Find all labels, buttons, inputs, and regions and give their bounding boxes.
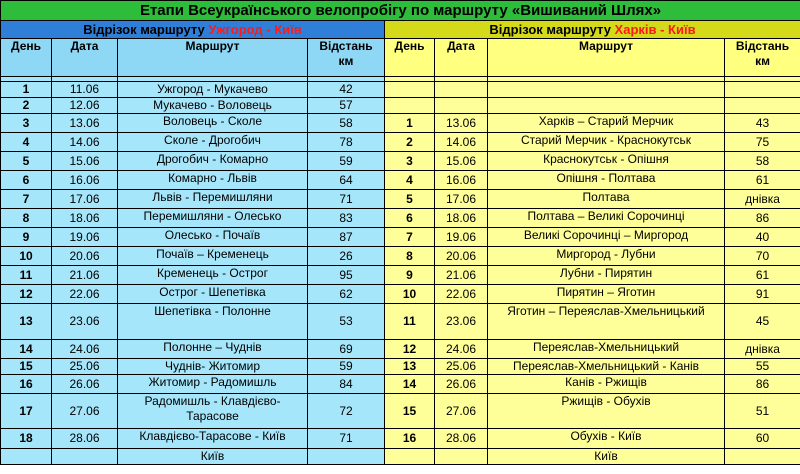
left-date-cell: 25.06 [52, 359, 118, 375]
right-caption-prefix: Відрізок маршруту [489, 22, 615, 37]
left-route-cell: Перемишляни - Олесько [118, 209, 308, 228]
right-header-distance-line2: км [755, 54, 770, 68]
left-distance-cell: 95 [308, 266, 385, 285]
page-title: Етапи Всеукраїнського велопробігу по маршруту «Вишиваний Шлях» [1, 1, 800, 21]
right-distance-cell: 40 [725, 228, 800, 247]
left-day-cell: 8 [1, 209, 52, 228]
right-date-cell [435, 98, 488, 114]
left-day-cell: 3 [1, 114, 52, 133]
empty-cell [1, 449, 52, 465]
left-header-distance-line2: км [338, 54, 354, 68]
right-footer-city: Київ [488, 449, 725, 465]
right-route-cell [488, 82, 725, 98]
right-distance-cell: 61 [725, 266, 800, 285]
left-date-cell: 22.06 [52, 285, 118, 304]
table-row [1, 429, 800, 449]
table-row [1, 247, 800, 266]
right-header-distance [725, 39, 800, 77]
right-route-cell: Переяслав-Хмельницький [488, 340, 725, 359]
left-route-cell: Почаїв – Кременець [118, 247, 308, 266]
left-day-cell: 12 [1, 285, 52, 304]
empty-cell [385, 449, 435, 465]
left-date-cell: 16.06 [52, 171, 118, 190]
right-distance-cell: 60 [725, 429, 800, 449]
right-header-route: Маршрут [488, 39, 725, 77]
right-date-cell: 20.06 [435, 247, 488, 266]
right-day-cell: 9 [385, 266, 435, 285]
right-day-cell: 7 [385, 228, 435, 247]
left-route-cell: Шепетівка - Полонне [118, 304, 308, 340]
right-route-cell: Краснокутськ - Опішня [488, 152, 725, 171]
left-date-cell: 24.06 [52, 340, 118, 359]
right-day-cell: 15 [385, 394, 435, 429]
left-date-cell: 13.06 [52, 114, 118, 133]
left-route-cell: Полонне – Чуднів [118, 340, 308, 359]
left-distance-cell: 78 [308, 133, 385, 152]
left-date-cell: 11.06 [52, 82, 118, 98]
right-day-cell: 13 [385, 359, 435, 375]
table-row [1, 285, 800, 304]
left-distance-cell: 57 [308, 98, 385, 114]
left-day-cell: 11 [1, 266, 52, 285]
right-distance-cell: 91 [725, 285, 800, 304]
left-route-cell: Кременець - Острог [118, 266, 308, 285]
right-caption-route: Харків - Київ [614, 22, 696, 37]
left-route-cell: Олесько - Почаїв [118, 228, 308, 247]
right-distance-cell: днівка [725, 190, 800, 209]
right-date-cell: 25.06 [435, 359, 488, 375]
left-date-cell: 27.06 [52, 394, 118, 429]
right-route-cell [488, 98, 725, 114]
left-route-cell: Комарно - Львів [118, 171, 308, 190]
left-day-cell: 10 [1, 247, 52, 266]
right-day-cell: 5 [385, 190, 435, 209]
left-route-cell: Львів - Перемишляни [118, 190, 308, 209]
right-header-distance-line1: Відстань [735, 39, 790, 53]
right-route-cell: Полтава – Великі Сорочинці [488, 209, 725, 228]
right-date-cell: 23.06 [435, 304, 488, 340]
left-route-cell: Клавдієво-Тарасове - Київ [118, 429, 308, 449]
left-day-cell: 5 [1, 152, 52, 171]
right-day-cell: 16 [385, 429, 435, 449]
left-section-caption [1, 21, 385, 39]
left-caption-route: Ужгород - Київ [208, 22, 302, 37]
right-day-cell: 14 [385, 375, 435, 394]
left-caption-prefix: Відрізок маршруту [83, 22, 209, 37]
left-date-cell: 17.06 [52, 190, 118, 209]
right-route-cell: Обухів - Київ [488, 429, 725, 449]
right-day-cell [385, 98, 435, 114]
table-row [1, 266, 800, 285]
left-day-cell: 7 [1, 190, 52, 209]
right-date-cell: 16.06 [435, 171, 488, 190]
table-row [1, 171, 800, 190]
right-day-cell [385, 82, 435, 98]
left-distance-cell: 72 [308, 394, 385, 429]
left-route-cell: Житомир - Радомишль [118, 375, 308, 394]
right-date-cell: 14.06 [435, 133, 488, 152]
empty-cell [308, 449, 385, 465]
right-distance-cell: 86 [725, 375, 800, 394]
right-date-cell: 24.06 [435, 340, 488, 359]
right-distance-cell: 43 [725, 114, 800, 133]
right-header-day: День [385, 39, 435, 77]
right-distance-cell: 70 [725, 247, 800, 266]
left-distance-cell: 84 [308, 375, 385, 394]
left-header-day: День [1, 39, 52, 77]
left-date-cell: 15.06 [52, 152, 118, 171]
right-header-date: Дата [435, 39, 488, 77]
right-distance-cell: 86 [725, 209, 800, 228]
right-distance-cell: 75 [725, 133, 800, 152]
left-day-cell: 17 [1, 394, 52, 429]
right-date-cell: 27.06 [435, 394, 488, 429]
empty-cell [435, 449, 488, 465]
table-row [1, 209, 800, 228]
table-row [1, 82, 800, 98]
left-date-cell: 14.06 [52, 133, 118, 152]
left-route-cell: Острог - Шепетівка [118, 285, 308, 304]
left-day-cell: 6 [1, 171, 52, 190]
right-date-cell: 22.06 [435, 285, 488, 304]
right-route-cell: Переяслав-Хмельницький - Канів [488, 359, 725, 375]
empty-cell [725, 449, 800, 465]
table-row [1, 394, 800, 429]
table-row [1, 359, 800, 375]
table-row [1, 98, 800, 114]
left-distance-cell: 58 [308, 114, 385, 133]
left-date-cell: 28.06 [52, 429, 118, 449]
right-date-cell [435, 82, 488, 98]
right-route-cell: Яготин – Переяслав-Хмельницький [488, 304, 725, 340]
right-distance-cell: 51 [725, 394, 800, 429]
left-route-cell: Мукачево - Воловець [118, 98, 308, 114]
right-day-cell: 3 [385, 152, 435, 171]
right-route-cell: Старий Мерчик - Краснокутськ [488, 133, 725, 152]
right-distance-cell [725, 98, 800, 114]
right-distance-cell: 58 [725, 152, 800, 171]
right-date-cell: 17.06 [435, 190, 488, 209]
right-route-cell: Великі Сорочинці – Миргород [488, 228, 725, 247]
right-route-cell: Канів - Ржищів [488, 375, 725, 394]
table-row [1, 114, 800, 133]
right-route-cell: Ржищів - Обухів [488, 394, 725, 429]
right-date-cell: 18.06 [435, 209, 488, 228]
left-date-cell: 20.06 [52, 247, 118, 266]
left-distance-cell: 53 [308, 304, 385, 340]
left-date-cell: 12.06 [52, 98, 118, 114]
right-date-cell: 13.06 [435, 114, 488, 133]
left-distance-cell: 69 [308, 340, 385, 359]
left-header-distance-line1: Відстань [319, 39, 373, 53]
right-date-cell: 19.06 [435, 228, 488, 247]
right-day-cell: 8 [385, 247, 435, 266]
left-day-cell: 1 [1, 82, 52, 98]
left-distance-cell: 26 [308, 247, 385, 266]
left-distance-cell: 71 [308, 190, 385, 209]
right-day-cell: 6 [385, 209, 435, 228]
right-distance-cell [725, 82, 800, 98]
left-day-cell: 14 [1, 340, 52, 359]
right-distance-cell: 61 [725, 171, 800, 190]
left-distance-cell: 59 [308, 152, 385, 171]
right-route-cell: Лубни - Пирятин [488, 266, 725, 285]
left-distance-cell: 64 [308, 171, 385, 190]
right-date-cell: 28.06 [435, 429, 488, 449]
table-row [1, 340, 800, 359]
left-day-cell: 9 [1, 228, 52, 247]
right-day-cell: 11 [385, 304, 435, 340]
left-distance-cell: 42 [308, 82, 385, 98]
right-route-cell: Харків – Старий Мерчик [488, 114, 725, 133]
left-route-cell: Воловець - Сколе [118, 114, 308, 133]
left-day-cell: 16 [1, 375, 52, 394]
left-distance-cell: 71 [308, 429, 385, 449]
right-distance-cell: днівка [725, 340, 800, 359]
left-day-cell: 13 [1, 304, 52, 340]
left-date-cell: 23.06 [52, 304, 118, 340]
left-day-cell: 15 [1, 359, 52, 375]
left-date-cell: 26.06 [52, 375, 118, 394]
right-route-cell: Миргород - Лубни [488, 247, 725, 266]
right-date-cell: 26.06 [435, 375, 488, 394]
right-route-cell: Опішня - Полтава [488, 171, 725, 190]
right-day-cell: 2 [385, 133, 435, 152]
left-route-cell: Ужгород - Мукачево [118, 82, 308, 98]
table-row [1, 133, 800, 152]
left-route-cell: Дрогобич - Комарно [118, 152, 308, 171]
left-route-cell: Радомишль - Клавдієво-Тарасове [118, 394, 308, 429]
left-distance-cell: 83 [308, 209, 385, 228]
right-day-cell: 4 [385, 171, 435, 190]
left-date-cell: 21.06 [52, 266, 118, 285]
left-date-cell: 18.06 [52, 209, 118, 228]
left-day-cell: 2 [1, 98, 52, 114]
right-date-cell: 21.06 [435, 266, 488, 285]
table-row [1, 375, 800, 394]
header-row [1, 39, 800, 77]
left-day-cell: 4 [1, 133, 52, 152]
table-row [1, 228, 800, 247]
right-section-caption [385, 21, 800, 39]
left-distance-cell: 87 [308, 228, 385, 247]
right-day-cell: 10 [385, 285, 435, 304]
right-distance-cell: 55 [725, 359, 800, 375]
right-route-cell: Полтава [488, 190, 725, 209]
table-row [1, 190, 800, 209]
right-day-cell: 1 [385, 114, 435, 133]
table-row [1, 304, 800, 340]
left-header-distance [308, 39, 385, 77]
left-route-cell: Сколе - Дрогобич [118, 133, 308, 152]
left-header-route: Маршрут [118, 39, 308, 77]
table-row [1, 152, 800, 171]
left-footer-city: Київ [118, 449, 308, 465]
right-route-cell: Пирятин – Яготин [488, 285, 725, 304]
right-day-cell: 12 [385, 340, 435, 359]
empty-cell [52, 449, 118, 465]
left-date-cell: 19.06 [52, 228, 118, 247]
left-day-cell: 18 [1, 429, 52, 449]
right-distance-cell: 45 [725, 304, 800, 340]
left-route-cell: Чуднів- Житомир [118, 359, 308, 375]
left-header-date: Дата [52, 39, 118, 77]
footer-row [1, 449, 800, 465]
right-date-cell: 15.06 [435, 152, 488, 171]
left-distance-cell: 62 [308, 285, 385, 304]
left-distance-cell: 59 [308, 359, 385, 375]
